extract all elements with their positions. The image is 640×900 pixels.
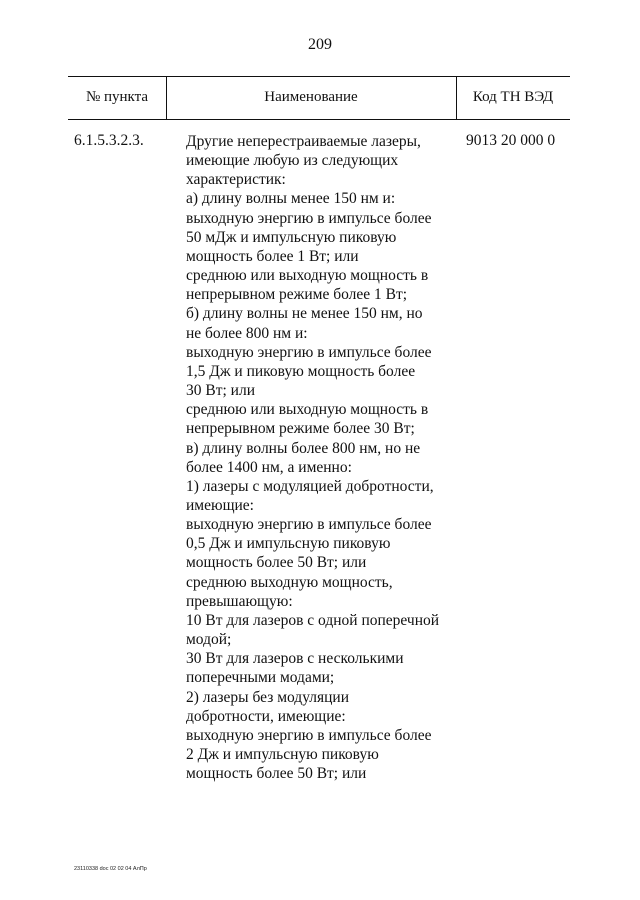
item-code: 9013 20 000 0 xyxy=(466,132,556,149)
description-line: 2) лазеры без модуляции xyxy=(186,688,350,706)
item-number: 6.1.5.3.2.3. xyxy=(74,132,144,149)
description-line: среднюю или выходную мощность в xyxy=(186,401,429,419)
header-item-name: Наименование xyxy=(264,89,358,105)
description-line: Другие неперестраиваемые лазеры, xyxy=(186,133,421,150)
description-line: среднюю или выходную мощность в xyxy=(186,267,429,285)
description-line: мощность более 1 Вт; или xyxy=(186,247,359,265)
description-line: выходную энергию в импульсе более xyxy=(186,516,432,534)
description-line: добротности, имеющие: xyxy=(186,707,346,725)
description-line: выходную энергию в импульсе более xyxy=(186,343,432,361)
description-line: имеющие: xyxy=(186,496,254,514)
description-line: мощность более 50 Вт; или xyxy=(186,554,367,572)
description-line: модой; xyxy=(186,631,232,649)
page-number: 209 xyxy=(308,36,332,53)
description-line: 10 Вт для лазеров с одной поперечной xyxy=(186,611,440,629)
description-line: 0,5 Дж и импульсную пиковую xyxy=(186,535,391,553)
description-line: превышающую: xyxy=(186,592,293,610)
item-description xyxy=(186,132,476,783)
description-line: не более 800 нм и: xyxy=(186,324,308,342)
description-line: непрерывном режиме более 30 Вт; xyxy=(186,420,415,438)
header-item-code: Код ТН ВЭД xyxy=(472,89,554,105)
description-line: б) длину волны не менее 150 нм, но xyxy=(186,305,423,323)
header-item-number: № пункта xyxy=(85,89,149,105)
table-header xyxy=(68,76,570,120)
description-line: 2 Дж и импульсную пиковую xyxy=(186,746,379,763)
description-line: непрерывном режиме более 1 Вт; xyxy=(186,286,408,304)
description-line: выходную энергию в импульсе более xyxy=(186,726,432,744)
description-line: 1) лазеры с модуляцией добротности, xyxy=(186,477,434,495)
footer-file-reference: 23110338 doc 02 02 04 АлПр xyxy=(74,866,147,872)
description-line: среднюю выходную мощность, xyxy=(186,573,393,591)
description-line: мощность более 50 Вт; или xyxy=(186,765,367,783)
description-line: 1,5 Дж и пиковую мощность более xyxy=(186,362,416,380)
description-line: поперечными модами; xyxy=(186,669,335,687)
description-line: характеристик: xyxy=(186,171,286,189)
description-line: 30 Вт; или xyxy=(186,382,255,400)
description-line: 50 мДж и импульсную пиковую xyxy=(186,228,397,246)
description-line: а) длину волны менее 150 нм и: xyxy=(186,190,396,208)
description-line: имеющие любую из следующих xyxy=(186,152,399,170)
description-line: в) длину волны более 800 нм, но не xyxy=(186,439,421,457)
description-line: выходную энергию в импульсе более xyxy=(186,209,432,227)
description-line: 30 Вт для лазеров с несколькими xyxy=(186,650,404,668)
description-line: более 1400 нм, а именно: xyxy=(186,458,352,476)
